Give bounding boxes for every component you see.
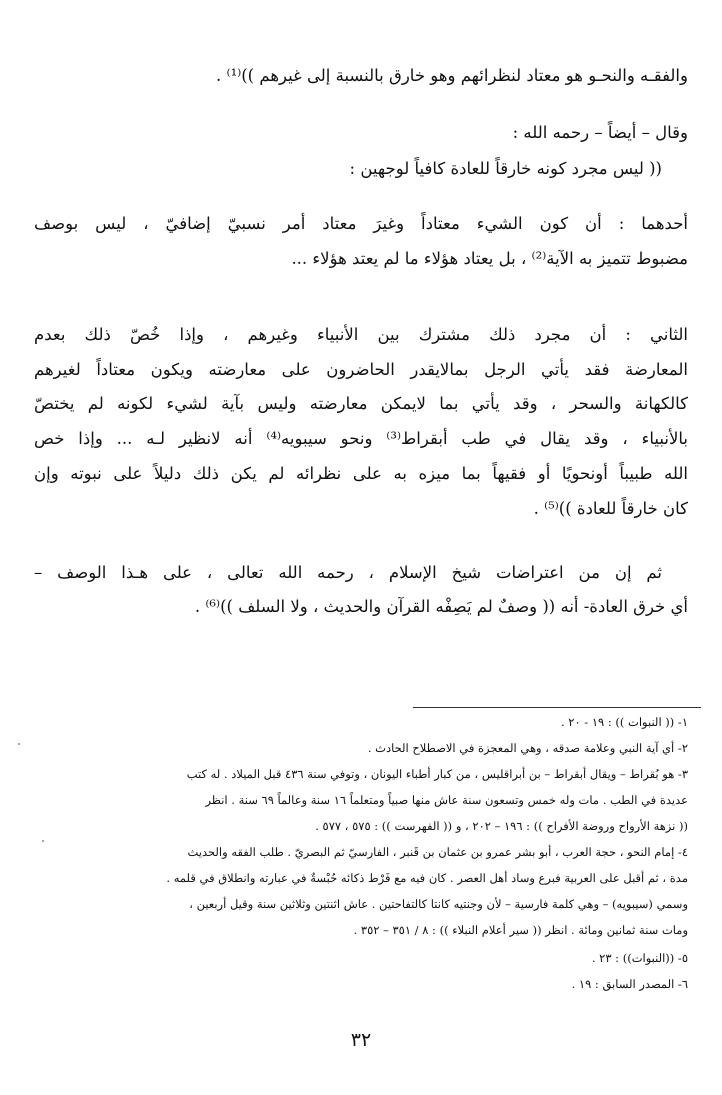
body-line-4: أحدهما : أن كون الشيء معتاداً وغيرَ معتاد أمر نسبيّ إضافيّ ، ليس بوصف (34, 214, 688, 233)
body-line-11: كان خارقاً للعادة ))⁽⁵⁾ . (533, 499, 688, 518)
footnote-5: ٥- ((النبوات)) : ٢٣ . (591, 951, 688, 965)
body-line-6: الثاني : أن مجرد ذلك مشترك بين الأنبياء وغيرهم ، وإذا خُصّ ذلك بعدم (34, 325, 688, 344)
body-line-2: وقال – أيضاً – رحمه الله : (512, 123, 688, 142)
footnote-4-line-1: ٤- إمام النحو ، حجة العرب ، أبو بشر عمرو بن عثمان بن قَنبر ، الفارسيّ ثم البصريّ . طلب الفقه والحديث (187, 845, 688, 859)
body-line-7: المعارضة فقد يأتي الرجل بمالايقدر الحاضرون على معارضته ويكون معتاداً لغيرهم (34, 360, 688, 379)
body-line-8: كالكهانة والسحر ، وقد يأتي بما لايمكن معارضته وليس بآية لشيء لكونه لم يختصّ (34, 394, 688, 413)
footnote-3-line-3: (( نزهة الأرواح وروضة الأفراح )) : ١٩٦ – ٢٠٢ ، و (( الفهرست )) : ٥٧٥ ، ٥٧٧ . (315, 819, 688, 833)
scan-speck (42, 840, 44, 842)
body-line-1: والفقـه والنحـو هو معتاد لنظرائهم وهو خارق بالنسبة إلى غيرهم ))⁽¹⁾ . (216, 66, 688, 85)
body-line-12: ثم إن من اعتراضات شيخ الإسلام ، رحمه الله تعالى ، على هـذا الوصف – (34, 563, 662, 582)
page-number: ٣٢ (350, 1029, 372, 1051)
body-line-10: الله طبيباً أونحويًا أو فقيهاً بما ميزه به على نظرائه لم يكن ذلك دليلاً على نبوته وإن (34, 464, 688, 483)
footnote-4-line-4: ومات سنة ثمانين ومائة . انظر (( سير أعلام النبلاء )) : ٨ / ٣٥١ – ٣٥٢ . (353, 923, 688, 937)
body-line-13: أي خرق العادة- أنه (( وصفٌ لم يَصِفْه القرآن والحديث ، ولا السلف ))⁽⁶⁾ . (194, 597, 688, 616)
scan-speck (18, 743, 20, 745)
footnote-3-line-2: عديدة في الطب . مات وله خمس وتسعون سنة عاش منها صبياً ومتعلماً ١٦ سنة وعالماً ٦٩ سنة . انظر (205, 793, 688, 807)
footnote-6: ٦- المصدر السابق : ١٩ . (571, 977, 688, 991)
footnote-separator (413, 707, 701, 708)
body-line-9: بالأنبياء ، وقد يقال في طب أبقراط⁽³⁾ ونحو سيبويه⁽⁴⁾ أنه لانظير لـه ... وإذا خص (34, 429, 688, 448)
body-line-3: (( ليس مجرد كونه خارقاً للعادة كافياً لوجهين : (349, 159, 662, 178)
footnote-1: ١- (( النبوات )) : ١٩ - ٢٠ . (560, 715, 688, 729)
footnote-3-line-1: ٣- هو بُقراط – ويقال أبقراط – بن أبراقليس ، من كبار أطباء اليونان ، وتوفي سنة ٤٣٦ قبل الميلاد . له كتب (186, 767, 688, 781)
footnote-2: ٢- أي آية النبي وعلامة صدقه ، وهي المعجزة في الاصطلاح الحادث . (367, 741, 688, 755)
footnote-4-line-2: مدة ، ثم أقبل على العربية فبرع وساد أهل العصر . كان فيه مع فَرْط ذكائه حُبْسةٌ في عبارته وانطلاق في قلمه . (166, 871, 688, 885)
body-line-5: مضبوط تتميز به الآية⁽²⁾ ، بل يعتاد هؤلاء ما لم يعتد هؤلاء ... (291, 249, 688, 268)
footnote-4-line-3: وسمي (سيبويه) – وهي كلمة فارسية – لأن وجنتيه كانتا كالتفاحتين . عاش اثنتين وثلاثين سنة وقيل أربعين ، (189, 897, 688, 911)
